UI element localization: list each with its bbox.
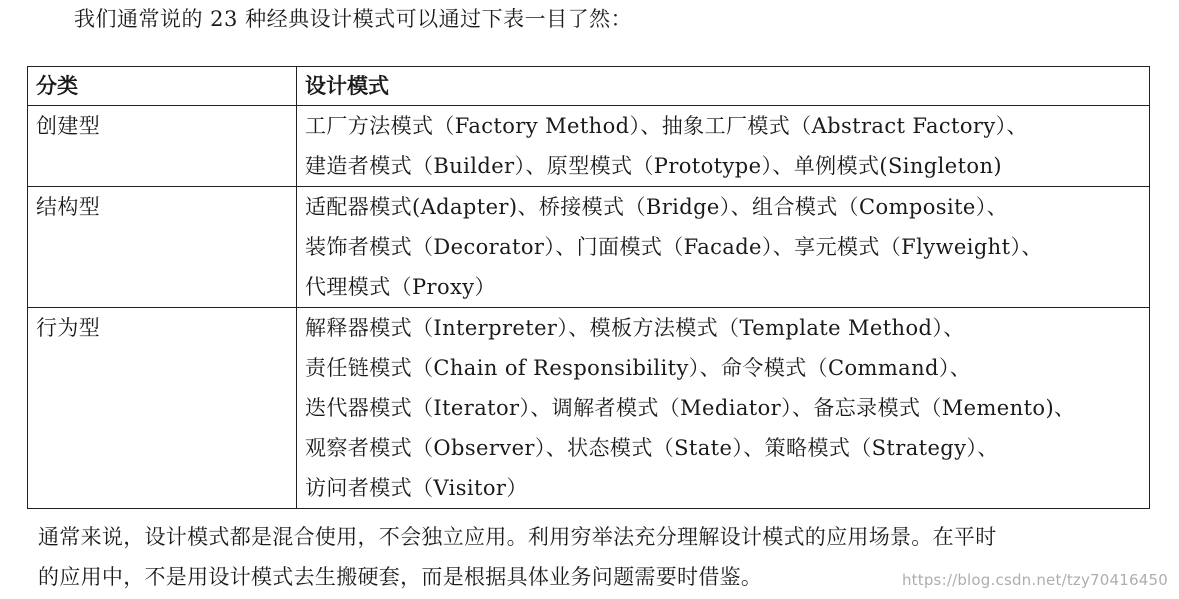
table-row-creational — [28, 106, 1150, 187]
pattern-line: 代理模式（Proxy） — [305, 275, 496, 299]
category-cell — [28, 106, 297, 187]
table-row-structural — [28, 187, 1150, 308]
patterns-cell — [297, 187, 1150, 308]
category-label: 创建型 — [36, 114, 101, 138]
pattern-line: 访问者模式（Visitor） — [305, 476, 528, 500]
footer-line: 的应用中，不是用设计模式去生搬硬套，而是根据具体业务问题需要时借鉴。 — [38, 565, 763, 589]
category-cell — [28, 308, 297, 509]
design-patterns-table — [27, 66, 1150, 509]
category-label: 结构型 — [36, 195, 101, 219]
patterns-cell — [297, 308, 1150, 509]
category-label: 行为型 — [36, 316, 101, 340]
footer-line: 通常来说，设计模式都是混合使用，不会独立应用。利用穷举法充分理解设计模式的应用场景。在平时 — [38, 525, 997, 549]
table-header-row — [28, 67, 1150, 106]
watermark: https://blog.csdn.net/tzy70416450 — [901, 571, 1168, 589]
header-category: 分类 — [28, 67, 297, 106]
pattern-line: 解释器模式（Interpreter）、模板方法模式（Template Method）、 — [305, 316, 965, 340]
pattern-line: 责任链模式（Chain of Responsibility）、命令模式（Command）、 — [305, 356, 972, 380]
pattern-line: 适配器模式(Adapter)、桥接模式（Bridge）、组合模式（Composite）、 — [305, 195, 1009, 219]
category-cell — [28, 187, 297, 308]
intro-text: 我们通常说的 23 种经典设计模式可以通过下表一目了然： — [74, 7, 633, 31]
patterns-cell — [297, 106, 1150, 187]
table-row-behavioral — [28, 308, 1150, 509]
header-patterns: 设计模式 — [297, 67, 1150, 106]
pattern-line: 装饰者模式（Decorator）、门面模式（Facade）、享元模式（Flyweight）、 — [305, 235, 1043, 259]
pattern-line: 迭代器模式（Iterator）、调解者模式（Mediator）、备忘录模式（Memento)、 — [305, 396, 1076, 420]
pattern-line: 建造者模式（Builder）、原型模式（Prototype）、单例模式(Singleton) — [305, 154, 1002, 178]
pattern-line: 观察者模式（Observer）、状态模式（State）、策略模式（Strategy）、 — [305, 436, 999, 460]
pattern-line: 工厂方法模式（Factory Method）、抽象工厂模式（Abstract Factory）、 — [305, 114, 1028, 138]
